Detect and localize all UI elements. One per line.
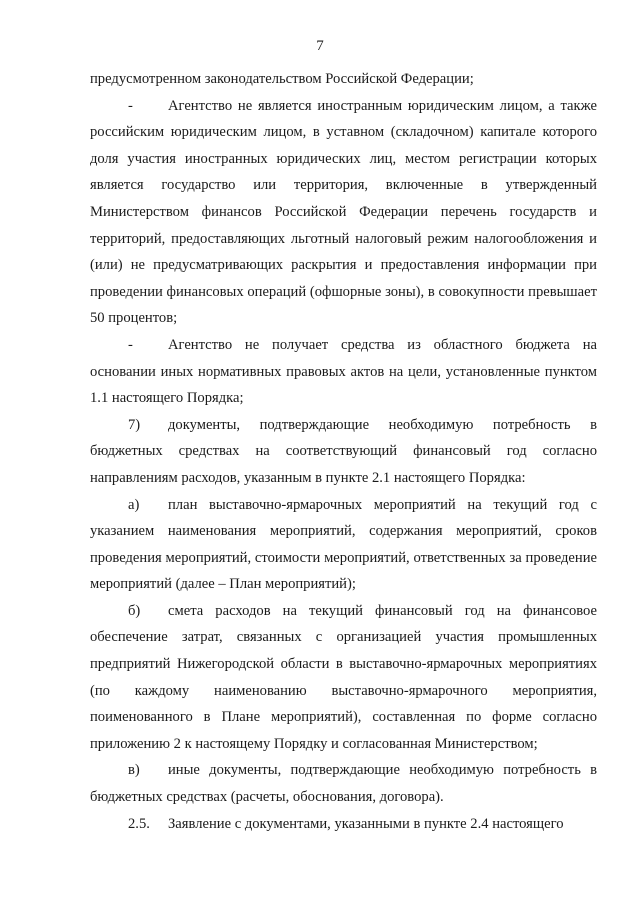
list-item-a [90, 492, 597, 598]
list-item-b [90, 598, 597, 758]
section-2-5 [90, 811, 597, 838]
paragraph-text: Агентство не получает средства из областного бюджета на основании иных нормативных правовых актов на цели, установленные пунктом 1.1 настоящего Порядка; [90, 336, 597, 407]
list-marker: - [128, 336, 133, 353]
paragraph-text: иные документы, подтверждающие необходимую потребность в бюджетных средствах (расчеты, обоснования, договора). [90, 762, 597, 806]
list-marker: а) [128, 496, 140, 513]
paragraph-text: план выставочно-ярмарочных мероприятий на текущий год с указанием наименования мероприятий, содержания мероприятий, сроков проведения мероприятий, стоимости мероприятий, ответственных за проведение мероприятий (далее – План мероприятий); [90, 496, 597, 593]
paragraph-text: Заявление с документами, указанными в пункте 2.4 настоящего [168, 815, 564, 832]
page-number: 7 [316, 38, 324, 54]
list-marker: 7) [128, 416, 141, 433]
section-number: 2.5. [128, 815, 150, 832]
paragraph-continuation [90, 66, 597, 93]
paragraph-text: Агентство не является иностранным юридическим лицом, а также российским юридическим лицом, в уставном (складочном) капитале которого доля участия иностранных юридических лиц, местом регистрации которых является государство или территория, включенные в утвержденный Министерством финансов Российской Федерации перечень государств и территорий, предоставляющих льготный налоговый режим налогообложения и (или) не предусматривающих раскрытия и предоставления информации при проведении финансовых операций (офшорные зоны), в совокупности превышает 50 процентов; [90, 97, 597, 327]
list-item-7 [90, 412, 597, 492]
paragraph-text: смета расходов на текущий финансовый год на финансовое обеспечение затрат, связанных с организацией участия промышленных предприятий Нижегородской области в выставочно-ярмарочных мероприятиях (по каждому наименованию выставочно-ярмарочного мероприятия, поименованного в Плане мероприятий), составленная по форме согласно приложению 2 к настоящему Порядку и согласованная Министерством; [90, 602, 597, 752]
list-item-dash-1 [90, 93, 597, 332]
list-item-dash-2 [90, 332, 597, 412]
paragraph-text: документы, подтверждающие необходимую потребность в бюджетных средствах на соответствующий финансовый год согласно направлениям расходов, указанным в пункте 2.1 настоящего Порядка: [90, 416, 597, 486]
paragraph-text: предусмотренном законодательством Российской Федерации; [90, 71, 474, 87]
list-marker: в) [128, 762, 140, 779]
document-body [90, 66, 597, 837]
list-marker: - [128, 97, 133, 114]
list-item-v [90, 757, 597, 810]
list-marker: б) [128, 602, 141, 619]
